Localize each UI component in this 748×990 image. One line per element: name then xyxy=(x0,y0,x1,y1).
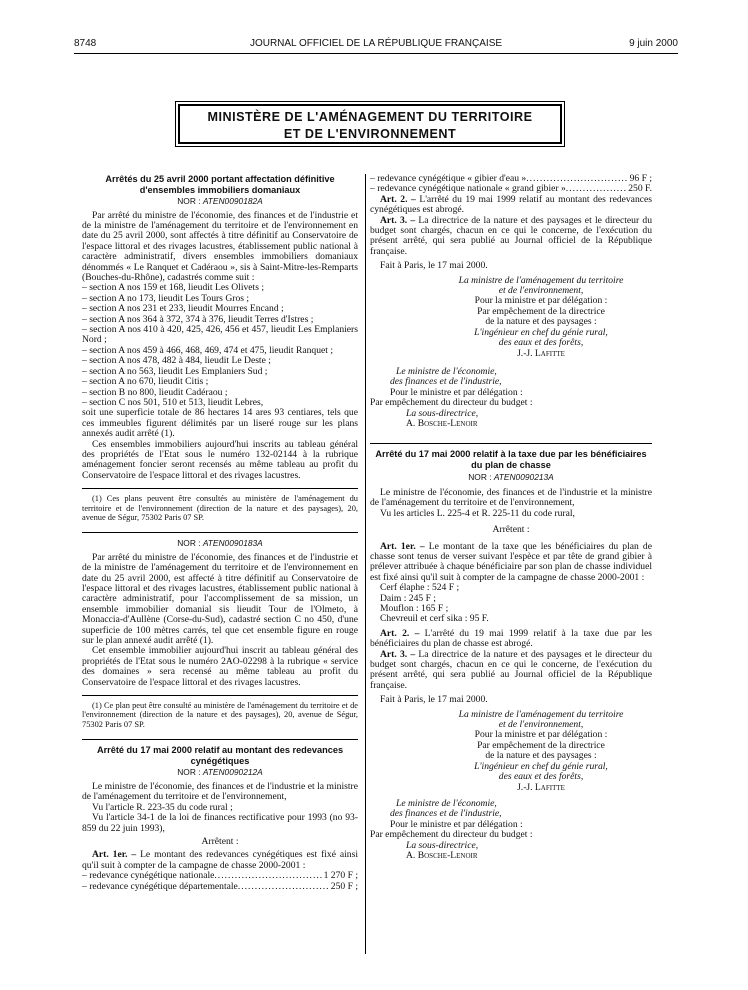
signature-block-ministry: La ministre de l'aménagement du territoire et de l'environnement, Pour la ministre et par délégation : Par empêchement de la directrice de la nature et des paysages : L'ingénieur en chef du génie rural, des eaux et des forêts, J.-J. Lafitte xyxy=(458,708,624,793)
nor-reference: NOR : ATEN0090212A xyxy=(177,767,263,778)
journal-title: JOURNAL OFFICIEL DE LA RÉPUBLIQUE FRANÇAISE xyxy=(249,38,503,49)
article: Art. 1er. – Le montant de la taxe que les bénéficiaires du plan de chasse sont tenus de verser suivant l'espèce et par tête de grand gibier à prélever attribuée à chaque bénéficiaire par son plan de chasse individuel est fixé ainsi qu'il suit à compter de la campagne de chasse 2000-2001 : xyxy=(370,540,652,583)
page-header xyxy=(74,38,678,54)
list-item: – section A no 173, lieudit Les Tours Gros ; xyxy=(82,292,250,304)
paragraph: Le ministre de l'économie, des finances et de l'industrie et la ministre de l'aménagement du territoire et de l'environnement, xyxy=(370,486,652,509)
species-list xyxy=(370,583,652,625)
nor-reference: NOR : ATEN0090183A xyxy=(177,538,263,549)
paragraph: soit une superficie totale de 86 hectares 14 ares 93 centiares, tels que ces immeubles figurent délimités par un liseré rouge sur les plans annexés audit arrêté (1). xyxy=(82,407,358,440)
ministry-title-box xyxy=(178,104,562,144)
article: Art. 1er. – Le montant des redevances cynégétiques est fixé ainsi qu'il suit à compter de la campagne de chasse 2000-2001 : xyxy=(82,849,358,871)
arretent-label: Arrêtent : xyxy=(201,835,239,847)
list-item: Daim : 245 F ; xyxy=(380,592,436,604)
article: Art. 2. – L'arrêté du 19 mai 1999 relatif à la taxe due par les bénéficiaires du plan de chasse est abrogé. xyxy=(370,627,652,650)
article: Art. 2. – L'arrêté du 19 mai 1999 relatif au montant des redevances cynégétiques est abrogé. xyxy=(370,193,652,216)
list-item: – section C nos 501, 510 et 513, lieudit Lebres, xyxy=(82,396,264,408)
footnote-rule xyxy=(82,695,358,696)
fee-row: – redevance cynégétique nationale « grand gibier » ..... 250 F. xyxy=(370,184,652,194)
list-item: – section A nos 159 et 168, lieudit Les Olivets ; xyxy=(82,282,264,294)
right-column xyxy=(370,174,652,861)
paragraph: Par arrêté du ministre de l'économie, des finances et de l'industrie et de la ministre de l'aménagement du territoire et de l'environnement en date du 25 avril 2000, est affecté à titre définitif au Conservatoire de l'espace littoral et des rivages lacustres, établissement public national à caractère administratif, pour l'accomplissement de sa mission, un ensemble immobilier domanial sis lieudit Tour de l'Olmeto, à Monaccia-d'Aullène (Corse-du-Sud), cadastré section C no 450, d'une superficie de 100 mètres carrés, tel que cet ensemble figure en rouge sur le plan annexé audit arrêté (1). xyxy=(82,551,358,647)
page-number: 8748 xyxy=(74,38,97,49)
decree-title: Arrêtés du 25 avril 2000 portant affectation définitive d'ensembles immobiliers domaniaux xyxy=(105,174,335,195)
paragraph: Vu l'article R. 223-35 du code rural ; xyxy=(92,801,233,813)
paragraph: Vu les articles L. 225-4 et R. 225-11 du code rural, xyxy=(380,507,575,519)
fee-row: – redevance cynégétique « gibier d'eau » ..... 96 F ; xyxy=(370,174,652,184)
ministry-title-line1: MINISTÈRE DE L'AMÉNAGEMENT DU TERRITOIRE xyxy=(207,110,533,124)
header-rule xyxy=(74,53,678,54)
signature-date: Fait à Paris, le 17 mai 2000. xyxy=(380,694,488,706)
list-item: – section A nos 459 à 466, 468, 469, 474 et 475, lieudit Ranquet ; xyxy=(82,344,334,356)
section-list xyxy=(82,283,358,408)
decree-title: Arrêté du 17 mai 2000 relatif au montant des redevances cynégétiques xyxy=(96,745,344,766)
paragraph: Ces ensembles immobiliers aujourd'hui inscrits au tableau général des propriétés de l'Etat sous le numéro 132-02144 à la rubrique aménagement foncier seront recensés au même tableau au profit du Conservatoire de l'espace littoral et des rivages lacustres. xyxy=(82,438,358,481)
list-item: – section B no 800, lieudit Cadéraou ; xyxy=(82,386,228,398)
list-item: Cerf élaphe : 524 F ; xyxy=(380,582,460,594)
decree-title: Arrêté du 17 mai 2000 relatif à la taxe due par les bénéficiaires du plan de chasse xyxy=(375,449,647,470)
footnote-rule xyxy=(82,488,358,489)
signature-block-finance: Le ministre de l'économie, des finances et de l'industrie, Pour le ministre et par délégation : Par empêchement du directeur du budget : La sous-directrice, A. Bosche-Lenoir xyxy=(370,365,533,429)
fee-row: – redevance cynégétique nationale ..... 1 270 F ; xyxy=(82,871,358,881)
section-rule xyxy=(82,532,358,533)
paragraph: Vu l'article 34-1 de la loi de finances rectificative pour 1993 (no 93-859 du 22 juin 1993), xyxy=(82,812,358,834)
arretent-label: Arrêtent : xyxy=(492,524,530,536)
left-column xyxy=(82,174,358,892)
article: Art. 3. – La directrice de la nature et des paysages et le directeur du budget sont chargés, chacun en ce qui le concerne, de l'exécution du présent arrêté, qui sera publié au Journal officiel de la République française. xyxy=(370,648,652,691)
fee-row: – redevance cynégétique départementale ..... 250 F ; xyxy=(82,882,358,892)
list-item: – section A nos 231 et 233, lieudit Mourres Encand ; xyxy=(82,303,284,315)
article: Art. 3. – La directrice de la nature et des paysages et le directeur du budget sont chargés, chacun en ce qui le concerne, de l'exécution du présent arrêté, qui sera publié au Journal officiel de la République française. xyxy=(370,214,652,257)
paragraph: Par arrêté du ministre de l'économie, des finances et de l'industrie et de la ministre de l'aménagement du territoire et de l'environnement en date du 25 avril 2000, sont affectés à titre définitif au Conservatoire de l'espace littoral et des rivages lacustres, établissement public national à caractère administratif, divers ensembles immobiliers domaniaux dénommés « Le Ranquet et Cadéraou », sis à Saint-Mitre-les-Remparts (Bouches-du-Rhône), cadastrés comme suit : xyxy=(82,209,358,284)
section-rule xyxy=(370,443,652,444)
list-item: – section A nos 410 à 420, 425, 426, 456 et 457, lieudit Les Emplaniers Nord ; xyxy=(82,324,358,346)
list-item: – section A nos 364 à 372, 374 à 376, lieudit Terres d'Istres ; xyxy=(82,313,314,325)
nor-reference: NOR : ATEN0090213A xyxy=(468,471,554,482)
issue-date: 9 juin 2000 xyxy=(629,38,678,49)
paragraph: Cet ensemble immobilier aujourd'hui inscrit au tableau général des propriétés de l'Etat sous le numéro 2AO-02298 à la rubrique « service des domaines » sera recensé au même tableau au profit du Conservatoire de l'espace littoral et des rivages lacustres. xyxy=(82,645,358,688)
list-item: – section A no 563, lieudit Les Emplaniers Sud ; xyxy=(82,365,268,377)
signature-block-ministry: La ministre de l'aménagement du territoire et de l'environnement, Pour la ministre et par délégation : Par empêchement de la directrice de la nature et des paysages : L'ingénieur en chef du génie rural, des eaux et des forêts, J.-J. Lafitte xyxy=(458,274,624,359)
paragraph: Le ministre de l'économie, des finances et de l'industrie et la ministre de l'aménagement du territoire et de l'environnement, xyxy=(82,780,358,803)
list-item: Mouflon : 165 F ; xyxy=(380,603,449,614)
footnote: (1) Ces plans peuvent être consultés au ministère de l'aménagement du territoire et de l'environnement (direction de la nature et des paysages), 20, avenue de Ségur, 75302 Paris 07 SP. xyxy=(82,494,358,522)
signature-date: Fait à Paris, le 17 mai 2000. xyxy=(380,260,488,272)
list-item: – section A no 670, lieudit Citis ; xyxy=(82,376,209,388)
footnote: (1) Ce plan peut être consulté au ministère de l'aménagement du territoire et de l'environnement (direction de la nature et des paysages), 20, avenue de Ségur, 75302 Paris 07 SP. xyxy=(82,701,358,729)
signature-block-finance: Le ministre de l'économie, des finances et de l'industrie, Pour le ministre et par délégation : Par empêchement du directeur du budget : La sous-directrice, A. Bosche-Lenoir xyxy=(370,797,533,861)
list-item: Chevreuil et cerf sika : 95 F. xyxy=(380,613,489,625)
list-item: – section A nos 478, 482 à 484, lieudit Le Deste ; xyxy=(82,355,271,367)
ministry-title-line2: ET DE L'ENVIRONNEMENT xyxy=(283,127,457,141)
column-divider xyxy=(365,174,366,954)
nor-reference: NOR : ATEN0090182A xyxy=(177,196,263,207)
section-rule xyxy=(82,739,358,740)
